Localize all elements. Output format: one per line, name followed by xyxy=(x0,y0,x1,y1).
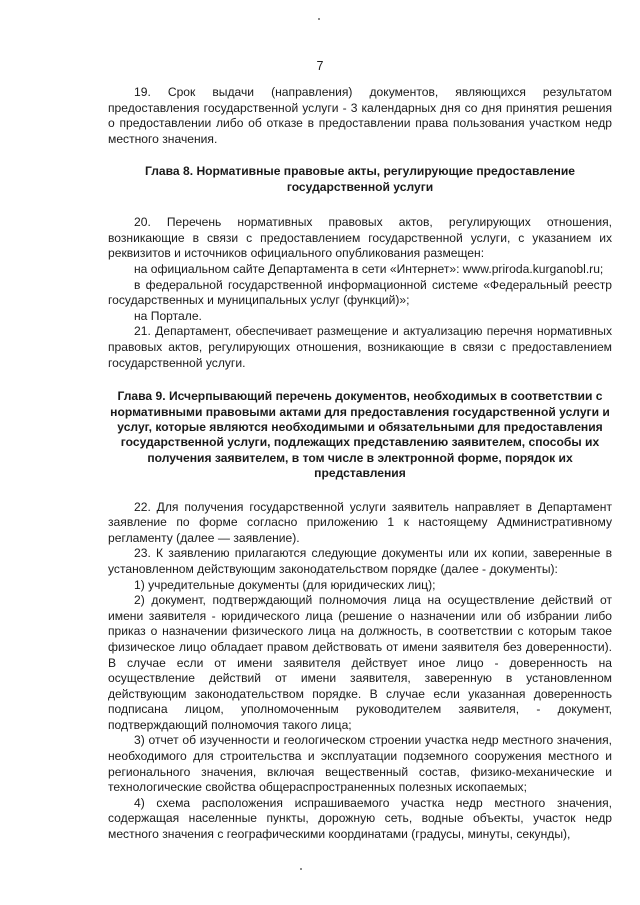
paragraph-20-portal: на Портале. xyxy=(134,308,202,323)
paragraph-23-item-3: 3) отчет об изученности и геологическом строении участка недр местного значения, необходимого для строительства и эксплуатации подземного сооружения местного и регионального значения, включая вещественный состав, физико-механические и технологические свойства общераспространенных полезных ископаемых; xyxy=(108,733,612,795)
paragraph-23-item-4: 4) схема расположения испрашиваемого участка недр местного значения, содержащая населенные пункты, дорожную сеть, водные объекты, участок недр местного значения с географическими координатами (градусы, минуты, секунды), xyxy=(108,795,612,842)
paragraph-20-website: на официальном сайте Департамента в сети «Интернет»: www.priroda.kurganobl.ru; xyxy=(134,261,604,276)
chapter-9-heading: Глава 9. Исчерпывающий перечень документов, необходимых в соответствии с нормативными правовыми актами для предоставления государственной услуги и услуг, которые являются необходимыми и обязательными для предоставления государственной услуги, подлежащих представлению заявителем, способы их получения заявителем, в том числе в электронной форме, порядок их представления xyxy=(110,389,610,481)
document-body xyxy=(108,85,612,843)
paragraph-19: 19. Срок выдачи (направления) документов, являющихся результатом предоставления государственной услуги - 3 календарных дня со дня принятия решения о предоставлении либо об отказе в предоставлении права пользования участком недр местного значения. xyxy=(108,85,612,146)
chapter-8-heading: Глава 8. Нормативные правовые акты, регулирующие предоставление государственной услуги xyxy=(144,164,576,194)
paragraph-20: 20. Перечень нормативных правовых актов, регулирующих отношения, возникающие в связи с предоставлением государственной услуги, с указанием их реквизитов и источников официального опубликования размещен: xyxy=(108,215,612,261)
page-number: 7 xyxy=(316,59,324,73)
paragraph-23-item-2: 2) документ, подтверждающий полномочия лица на осуществление действий от имени заявителя - юридического лица (решение о назначении или об избрании либо приказ о назначении физического лица на должность, в соответствии с которым такое физическое лицо обладает правом действовать от имени заявителя без доверенности). В случае если от имени заявителя действует иное лицо - доверенность на осуществление действий от имени заявителя, заверенную в установленном действующим законодательством порядке. В случае если указанная доверенность подписана лицом, уполномоченным руководителем заявителя, - документ, подтверждающий полномочия такого лица; xyxy=(108,593,612,732)
paragraph-23-item-1: 1) учредительные документы (для юридических лиц); xyxy=(134,577,436,592)
scan-speck xyxy=(300,868,302,870)
scan-speck xyxy=(318,18,320,20)
paragraph-22: 22. Для получения государственной услуги заявитель направляет в Департамент заявление по форме согласно приложению 1 к настоящему Административному регламенту (далее — заявление). xyxy=(108,499,612,545)
paragraph-23: 23. К заявлению прилагаются следующие документы или их копии, заверенные в установленном действующим законодательством порядке (далее - документы): xyxy=(108,546,612,576)
paragraph-21: 21. Департамент, обеспечивает размещение и актуализацию перечня нормативных правовых актов, регулирующих отношения, возникающие в связи с предоставлением государственной услуги. xyxy=(108,324,612,370)
paragraph-20-registry: в федеральной государственной информационной системе «Федеральный реестр государственных и муниципальных услуг (функций)»; xyxy=(108,277,612,308)
